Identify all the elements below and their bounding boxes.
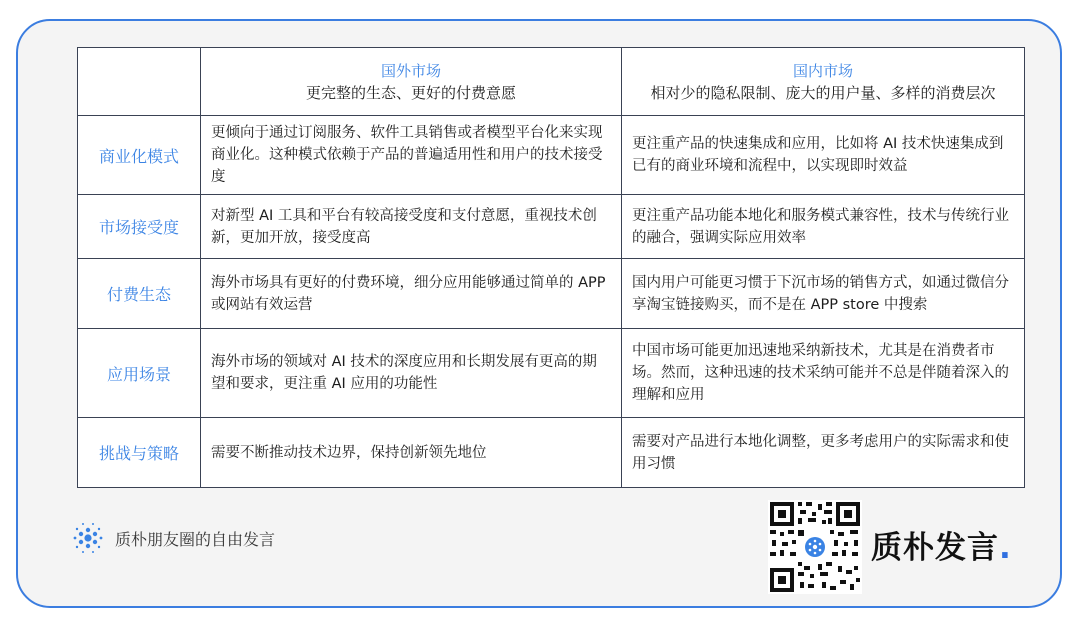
- brand-name-text: 质朴发言: [871, 530, 999, 566]
- header-overseas: [201, 48, 622, 116]
- header-domestic: [622, 48, 1025, 116]
- header-overseas-subtitle: 更完整的生态、更好的付费意愿: [305, 83, 516, 102]
- domestic-cell: 更注重产品功能本地化和服务模式兼容性，技术与传统行业的融合，强调实际应用效率: [622, 195, 1025, 259]
- header-overseas-title: 国外市场: [380, 61, 441, 80]
- table-row: [78, 259, 1025, 329]
- header-domestic-title: 国内市场: [792, 61, 853, 80]
- header-empty-cell: [78, 48, 201, 116]
- footer-attribution: [71, 521, 275, 555]
- table-row: [78, 329, 1025, 418]
- footer-left-text: 质朴朋友圈的自由发言: [115, 529, 276, 549]
- domestic-cell: 国内用户可能更习惯于下沉市场的销售方式，如通过微信分享淘宝链接购买，而不是在 APP store 中搜索: [622, 259, 1025, 329]
- brand-dot: .: [999, 530, 1012, 566]
- qr-code-icon: [768, 500, 862, 594]
- overseas-cell: 更倾向于通过订阅服务、软件工具销售或者模型平台化来实现商业化。这种模式依赖于产品的普遍适用性和用户的技术接受度: [201, 116, 622, 195]
- overseas-cell: 需要不断推动技术边界，保持创新领先地位: [201, 418, 622, 488]
- row-label: 市场接受度: [78, 195, 201, 259]
- domestic-cell: 需要对产品进行本地化调整，更多考虑用户的实际需求和使用习惯: [622, 418, 1025, 488]
- comparison-table: [77, 47, 1025, 488]
- brand-name: [871, 522, 1012, 567]
- overseas-cell: 对新型 AI 工具和平台有较高接受度和支付意愿，重视技术创新，更加开放，接受度高: [201, 195, 622, 259]
- table-row: [78, 418, 1025, 488]
- dot-cluster-logo-icon: [71, 521, 105, 555]
- row-label: 应用场景: [78, 329, 201, 418]
- domestic-cell: 更注重产品的快速集成和应用，比如将 AI 技术快速集成到已有的商业环境和流程中，以实现即时效益: [622, 116, 1025, 195]
- overseas-cell: 海外市场具有更好的付费环境，细分应用能够通过简单的 APP 或网站有效运营: [201, 259, 622, 329]
- header-domestic-subtitle: 相对少的隐私限制、庞大的用户量、多样的消费层次: [650, 83, 996, 102]
- table-header-row: [78, 48, 1025, 116]
- row-label: 挑战与策略: [78, 418, 201, 488]
- table-row: [78, 116, 1025, 195]
- overseas-cell: 海外市场的领域对 AI 技术的深度应用和长期发展有更高的期望和要求，更注重 AI 应用的功能性: [201, 329, 622, 418]
- row-label: 商业化模式: [78, 116, 201, 195]
- domestic-cell: 中国市场可能更加迅速地采纳新技术，尤其是在消费者市场。然而，这种迅速的技术采纳可能并不总是伴随着深入的理解和应用: [622, 329, 1025, 418]
- row-label: 付费生态: [78, 259, 201, 329]
- table-row: [78, 195, 1025, 259]
